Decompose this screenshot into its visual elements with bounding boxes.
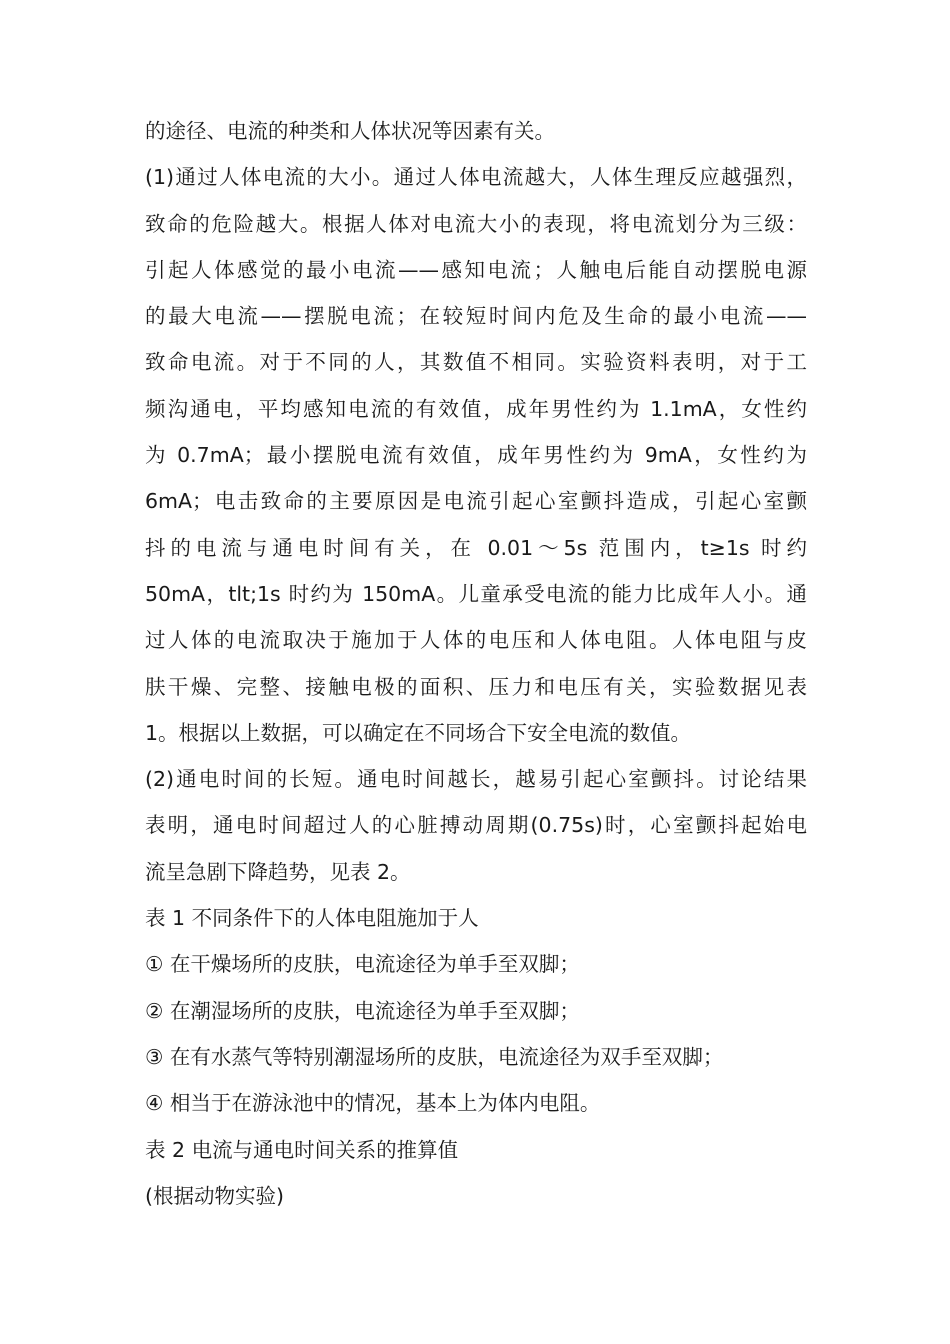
text-line: 过人体的电流取决于施加于人体的电压和人体电阻。人体电阻与皮 (145, 628, 807, 653)
text-line: 6mA；电击致命的主要原因是电流引起心室颤抖造成，引起心室颤 (145, 489, 807, 514)
table1-notes (145, 941, 807, 1126)
text-line: 1。根据以上数据，可以确定在不同场合下安全电流的数值。 (145, 720, 692, 745)
note-item: ① 在干燥场所的皮肤，电流途径为单手至双脚； (145, 952, 580, 977)
text-line: 频沟通电，平均感知电流的有效值，成年男性约为 1.1mA，女性约 (145, 396, 807, 421)
text-line: 的最大电流——摆脱电流；在较短时间内危及生命的最小电流—— (145, 304, 807, 329)
table1-title: 表 1 不同条件下的人体电阻施加于人 (145, 906, 479, 931)
text-line: 肤干燥、完整、接触电极的面积、压力和电压有关，实验数据见表 (145, 674, 807, 699)
text-line: 为 0.7mA；最小摆脱电流有效值，成年男性约为 9mA，女性约为 (145, 443, 807, 468)
text-line: 抖的电流与通电时间有关，在 0.01～5s 范围内，t≥1s 时约 (145, 535, 807, 560)
note-item: ③ 在有水蒸气等特别潮湿场所的皮肤，电流途径为双手至双脚； (145, 1044, 724, 1069)
table2-title: 表 2 电流与通电时间关系的推算值 (145, 1137, 459, 1162)
document-body (145, 108, 807, 1219)
paragraph-current-magnitude (145, 154, 807, 756)
table2-subtitle: (根据动物实验) (145, 1183, 284, 1208)
text-line: 致命电流。对于不同的人，其数值不相同。实验资料表明，对于工 (145, 350, 807, 375)
text-line: 致命的危险越大。根据人体对电流大小的表现，将电流划分为三级： (145, 211, 807, 236)
text-line: 流呈急剧下降趋势，见表 2。 (145, 859, 411, 884)
paragraph-duration (145, 756, 807, 895)
text-line: 引起人体感觉的最小电流——感知电流；人触电后能自动摆脱电源 (145, 257, 807, 282)
paragraph-intro-end (145, 108, 807, 154)
text-line: 50mA，tlt;1s 时约为 150mA。儿童承受电流的能力比成年人小。通 (145, 581, 807, 606)
text-line: 的途径、电流的种类和人体状况等因素有关。 (145, 119, 555, 143)
text-line: (1)通过人体电流的大小。通过人体电流越大，人体生理反应越强烈， (145, 165, 807, 190)
text-line: (2)通电时间的长短。通电时间越长，越易引起心室颤抖。讨论结果 (145, 767, 807, 792)
note-item: ② 在潮湿场所的皮肤，电流途径为单手至双脚； (145, 998, 580, 1023)
note-item: ④ 相当于在游泳池中的情况，基本上为体内电阻。 (145, 1091, 601, 1116)
text-line: 表明，通电时间超过人的心脏搏动周期(0.75s)时，心室颤抖起始电 (145, 813, 807, 838)
